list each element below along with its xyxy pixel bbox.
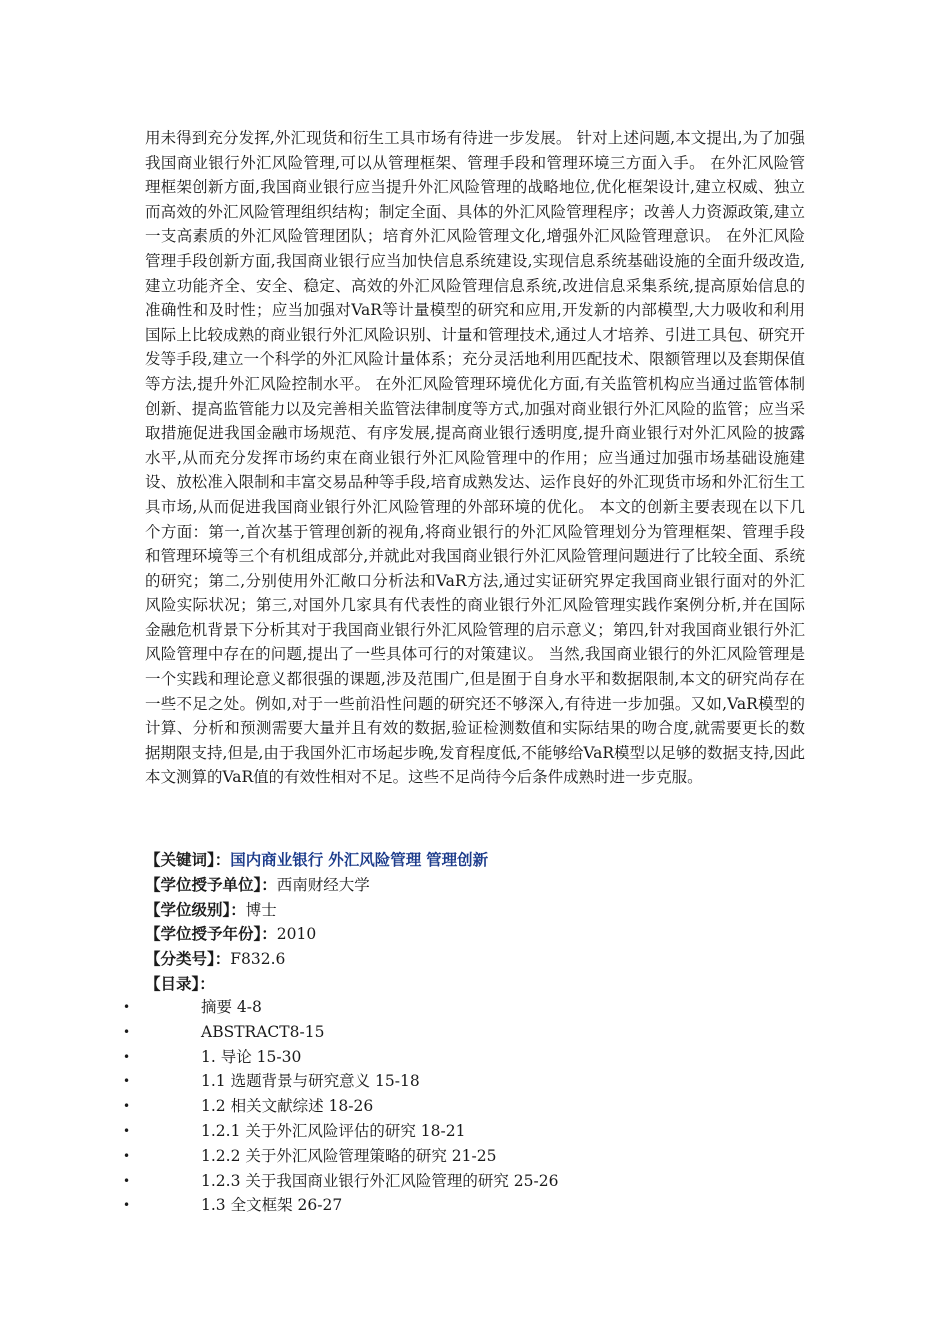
degree-unit-value: 西南财经大学 — [276, 875, 370, 894]
bullet-icon: • — [123, 1173, 131, 1188]
degree-level-value: 博士 — [245, 900, 277, 919]
toc-item — [0, 1169, 950, 1194]
bullet-icon: • — [123, 1198, 131, 1213]
toc-entry: ABSTRACT8-15 — [201, 1022, 325, 1041]
degree-unit-label: 【学位授予单位】： — [145, 875, 277, 894]
toc-heading-row — [145, 972, 805, 997]
keyword-link[interactable]: 外汇风险管理 — [328, 851, 422, 869]
degree-level-label: 【学位级别】： — [145, 900, 246, 919]
bullet-icon: • — [123, 1049, 131, 1064]
degree-level-row — [145, 898, 805, 923]
toc-entry: 1.2.1 关于外汇风险评估的研究 18-21 — [201, 1121, 466, 1140]
toc-item — [0, 1144, 950, 1169]
toc-entry: 1. 导论 15-30 — [201, 1047, 302, 1066]
toc-entry: 1.3 全文框架 26-27 — [201, 1196, 343, 1215]
degree-year-value: 2010 — [276, 925, 317, 944]
degree-year-label: 【学位授予年份】： — [145, 925, 277, 944]
abstract-body: 用未得到充分发挥,外汇现货和衍生工具市场有待进一步发展。 针对上述问题,本文提出,为了加强我国商业银行外汇风险管理,可以从管理框架、管理手段和管理环境三方面入手。 在外汇风险管理框架创新方面,我国商业银行应当提升外汇风险管理的战略地位,优化框架设计,建立权威、独立而高效的外汇风险管理组织结构；制定全面、具体的外汇风险管理程序；改善人力资源政策,建立一支高素质的外汇风险管理团队；培育外汇风险管理文化,增强外汇风险管理意识。 在外汇风险管理手段创新方面,我国商业银行应当加快信息系统建设,实现信息系统基础设施的全面升级改造,建立功能齐全、安全、稳定、高效的外汇风险管理信息系统,改进信息采集系统,提高原始信息的准确性和及时性；应当加强对VaR等计量模型的研究和应用,开发新的内部模型,大力吸收和利用国际上比较成熟的商业银行外汇风险识别、计量和管理技术,通过人才培养、引进工具包、研究开发等手段,建立一个科学的外汇风险计量体系；充分灵活地利用匹配技术、限额管理以及套期保值等方法,提升外汇风险控制水平。 在外汇风险管理环境优化方面,有关监管机构应当通过监管体制创新、提高监管能力以及完善相关监管法律制度等方式,加强对商业银行外汇风险的监管；应当采取措施促进我国金融市场规范、有序发展,提高商业银行透明度,提升商业银行对外汇风险的披露水平,从而充分发挥市场约束在商业银行外汇风险管理中的作用；应当通过加强市场基础设施建设、放松准入限制和丰富交易品种等手段,培育成熟发达、运作良好的外汇现货市场和外汇衍生工具市场,从而促进我国商业银行外汇风险管理的外部环境的优化。 本文的创新主要表现在以下几个方面：第一,首次基于管理创新的视角,将商业银行的外汇风险管理划分为管理框架、管理手段和管理环境等三个有机组成部分,并就此对我国商业银行外汇风险管理问题进行了比较全面、系统的研究；第二,分别使用外汇敞口分析法和VaR方法,通过实证研究界定我国商业银行面对的外汇风险实际状况；第三,对国外几家具有代表性的商业银行外汇风险管理实践作案例分析,并在国际金融危机背景下分析其对于我国商业银行外汇风险管理的启示意义；第四,针对我国商业银行外汇风险管理中存在的问题,提出了一些具体可行的对策建议。 当然,我国商业银行的外汇风险管理是一个实践和理论意义都很强的课题,涉及范围广,但是囿于自身水平和数据限制,本文的研究尚存在一些不足之处。例如,对于一些前沿性问题的研究还不够深入,有待进一步加强。又如,VaR模型的计算、分析和预测需要大量并且有效的数据,验证检测数值和实际结果的吻合度,就需要更长的数据期限支持,但是,由于我国外汇市场起步晚,发育程度低,不能够给VaR模型以足够的数据支持,因此本文测算的VaR值的有效性相对不足。这些不足尚待今后条件成熟时进一步克服。 — [145, 129, 805, 787]
toc-entry: 1.2 相关文献综述 18-26 — [201, 1097, 374, 1116]
toc-entry: 1.2.3 关于我国商业银行外汇风险管理的研究 25-26 — [201, 1171, 559, 1190]
bullet-icon: • — [123, 1074, 131, 1089]
classification-row — [145, 947, 805, 972]
keyword-link[interactable]: 管理创新 — [426, 851, 489, 869]
thesis-metadata — [145, 848, 805, 997]
degree-unit-row — [145, 873, 805, 898]
classification-label: 【分类号】： — [145, 950, 231, 969]
toc-item — [0, 1069, 950, 1094]
bullet-icon: • — [123, 1000, 131, 1014]
bullet-icon: • — [123, 1123, 131, 1138]
keywords-label: 【关键词】： — [145, 851, 231, 869]
table-of-contents — [0, 995, 950, 1218]
toc-entry: 1.1 选题背景与研究意义 15-18 — [201, 1072, 420, 1091]
toc-entry: 1.2.2 关于外汇风险管理策略的研究 21-25 — [201, 1146, 497, 1165]
toc-item — [0, 1020, 950, 1045]
keyword-link[interactable]: 国内商业银行 — [230, 851, 324, 869]
toc-heading: 【目录】： — [145, 974, 215, 993]
toc-item — [0, 1045, 950, 1070]
toc-item — [0, 1119, 950, 1144]
toc-entry: 摘要 4-8 — [201, 998, 262, 1016]
keywords-row — [145, 848, 805, 873]
classification-value: F832.6 — [230, 950, 286, 969]
bullet-icon: • — [123, 1148, 131, 1163]
toc-item — [0, 995, 950, 1020]
bullet-icon: • — [123, 1024, 131, 1039]
degree-year-row — [145, 922, 805, 947]
bullet-icon: • — [123, 1099, 131, 1114]
toc-item — [0, 1094, 950, 1119]
toc-item — [0, 1193, 950, 1218]
